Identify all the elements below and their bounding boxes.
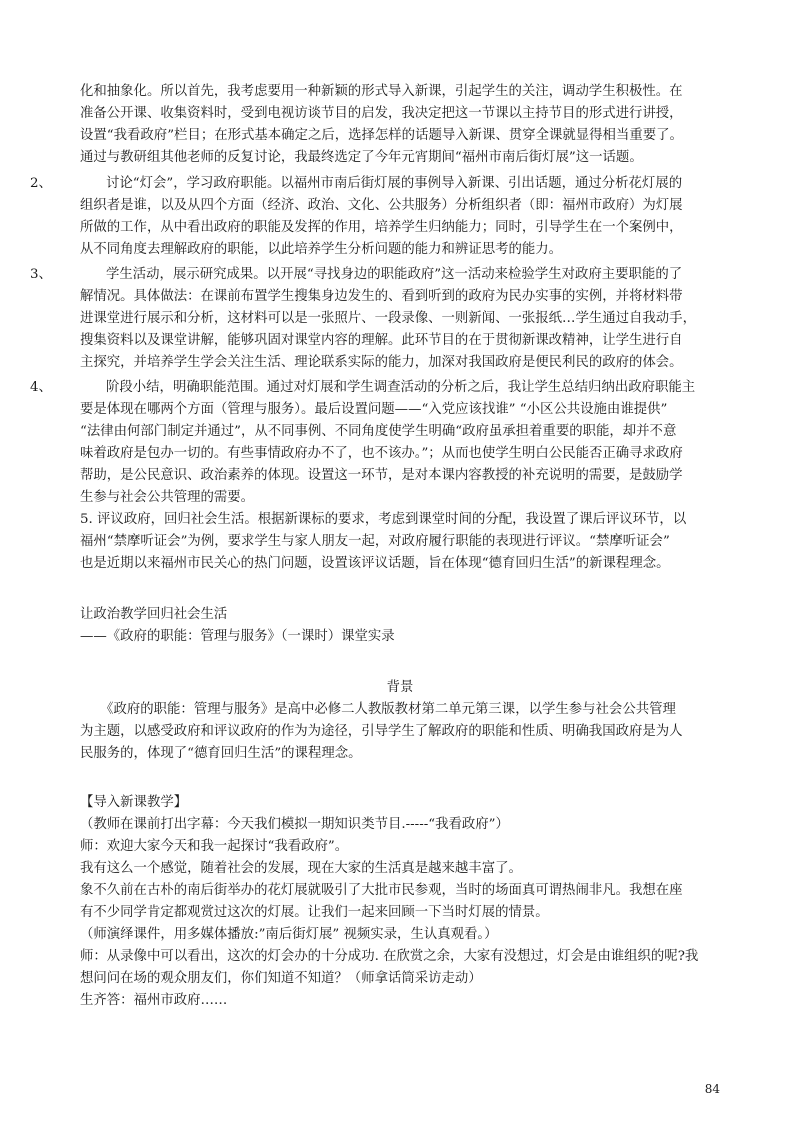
item-number: 2、 bbox=[30, 176, 52, 191]
text-line: （教师在课前打出字幕：今天我们模拟一期知识类节目.-----“我看政府”） bbox=[80, 817, 509, 832]
text-line: 主探究，并培养学生学会关注生活、理论联系实际的能力，加深对我国政府是便民利民的政府的体会。 bbox=[80, 355, 683, 370]
text-line: 生齐答：福州市政府…… bbox=[80, 993, 228, 1008]
text-line: 也是近期以来福州市民关心的热门问题，设置该评议话题，旨在体现“德育回归生活”的新课程理念。 bbox=[80, 556, 670, 571]
article-title: 让政治教学回归社会生活 bbox=[80, 607, 228, 622]
text-line: 从不同角度去理解政府的职能，以此培养学生分析问题的能力和辨证思考的能力。 bbox=[80, 242, 563, 257]
text-line: 搜集资料以及课堂讲解，能够巩固对课堂内容的理解。此环节目的在于贯彻新课改精神，让学生进行自 bbox=[80, 333, 683, 348]
text-line: 通过与教研组其他老师的反复讨论，我最终选定了今年元宵期间“福州市南后街灯展”这一话题。 bbox=[80, 150, 643, 165]
text-line: 讨论“灯会”，学习政府职能。以福州市南后街灯展的事例导入新课、引出话题，通过分析花灯展的 bbox=[106, 176, 683, 191]
item-number: 3、 bbox=[30, 267, 52, 282]
section-heading: 【导入新课教学】 bbox=[80, 795, 188, 810]
text-line: 《政府的职能：管理与服务》是高中必修二人教版教材第二单元第三课，以学生参与社会公共管理 bbox=[80, 702, 676, 717]
item-number: 4、 bbox=[30, 380, 52, 395]
text-line: 所做的工作，从中看出政府的职能及发挥的作用，培养学生归纳能力；同时，引导学生在一个案例中， bbox=[80, 220, 683, 235]
text-line: 组织者是谁，以及从四个方面（经济、政治、文化、公共服务）分析组织者（即：福州市政府）为灯展 bbox=[80, 198, 683, 213]
article-title-block bbox=[80, 604, 720, 648]
text-line: “法律由何部门制定并通过”，从不同事例、不同角度使学生明确“政府虽承担着重要的职能，却并不意 bbox=[80, 424, 677, 439]
lesson-section bbox=[80, 792, 720, 1012]
text-line: 为主题，以感受政府和评议政府的作为为途径，引导学生了解政府的职能和性质、明确我国政府是为人 bbox=[80, 724, 683, 739]
page-number: 84 bbox=[704, 1082, 720, 1096]
text-line: 解情况。具体做法：在课前布置学生搜集身边发生的、看到听到的政府为民办实事的实例，并将材料带 bbox=[80, 289, 683, 304]
article-subtitle: ——《政府的职能：管理与服务》（一课时）课堂实录 bbox=[80, 629, 395, 644]
text-line: （师演绎课件，用多媒体播放:”南后街灯展” 视频实录，生认真观看。） bbox=[80, 927, 498, 942]
text-line: 生参与社会公共管理的需要。 bbox=[80, 490, 255, 505]
text-line: 我有这么一个感觉，随着社会的发展，现在大家的生活真是越来越丰富了。 bbox=[80, 861, 522, 876]
text-line: 学生活动，展示研究成果。以开展“寻找身边的职能政府”这一活动来检验学生对政府主要职能的了 bbox=[106, 267, 683, 282]
text-line: 阶段小结，明确职能范围。通过对灯展和学生调查活动的分析之后，我让学生总结归纳出政府职能主 bbox=[106, 380, 696, 395]
text-line: 师：欢迎大家今天和我一起探讨“我看政府”。 bbox=[80, 839, 349, 854]
item-body bbox=[80, 264, 720, 374]
background-section bbox=[80, 677, 720, 765]
text-line: 想问问在场的观众朋友们，你们知道不知道？（师拿话筒采访走动） bbox=[80, 971, 482, 986]
section-heading: 背景 bbox=[386, 680, 414, 695]
item-body bbox=[80, 173, 720, 261]
text-line: 帮助，是公民意识、政治素养的体现。设置这一环节，是对本课内容教授的补充说明的需要，是鼓励学 bbox=[80, 468, 683, 483]
text-line: 有不少同学肯定都观赏过这次的灯展。让我们一起来回顾一下当时灯展的情景。 bbox=[80, 905, 549, 920]
intro-paragraph bbox=[80, 81, 720, 169]
text-line: 福州“禁摩听证会”为例，要求学生与家人朋友一起，对政府履行职能的表现进行评议。“禁摩听证会” bbox=[80, 534, 670, 549]
text-line: 进课堂进行展示和分析，这材料可以是一张照片、一段录像、一则新闻、一张报纸…学生通过自我动手， bbox=[80, 311, 696, 326]
text-line: 要是体现在哪两个方面（管理与服务）。最后设置问题——“入党应该找谁” “小区公共设施由谁提供” bbox=[80, 402, 668, 417]
text-line: 民服务的，体现了“德育回归生活”的课程理念。 bbox=[80, 746, 362, 761]
item-body bbox=[80, 377, 720, 575]
text-line: 设置“我看政府”栏目；在形式基本确定之后，选择怎样的话题导入新课、贯穿全课就显得相当重要了。 bbox=[80, 128, 683, 143]
text-line: 准备公开课、收集资料时，受到电视访谈节目的启发，我决定把这一节课以主持节目的形式进行讲授， bbox=[80, 106, 683, 121]
text-line: 师：从录像中可以看出，这次的灯会办的十分成功. 在欣赏之余，大家有没想过，灯会是由谁组织的呢?我 bbox=[80, 949, 699, 964]
text-line: 象不久前在古朴的南后街举办的花灯展就吸引了大批市民参观，当时的场面真可谓热闹非凡。我想在座 bbox=[80, 883, 683, 898]
text-line: 味着政府是包办一切的。有些事情政府办不了，也不该办。”；从而也使学生明白公民能否正确寻求政府 bbox=[80, 446, 683, 461]
text-line: 5. 评议政府，回归社会生活。根据新课标的要求，考虑到课堂时间的分配，我设置了课后评议环节，以 bbox=[80, 512, 687, 527]
text-line: 化和抽象化。所以首先，我考虑要用一种新颖的形式导入新课，引起学生的关注，调动学生积极性。在 bbox=[80, 84, 683, 99]
